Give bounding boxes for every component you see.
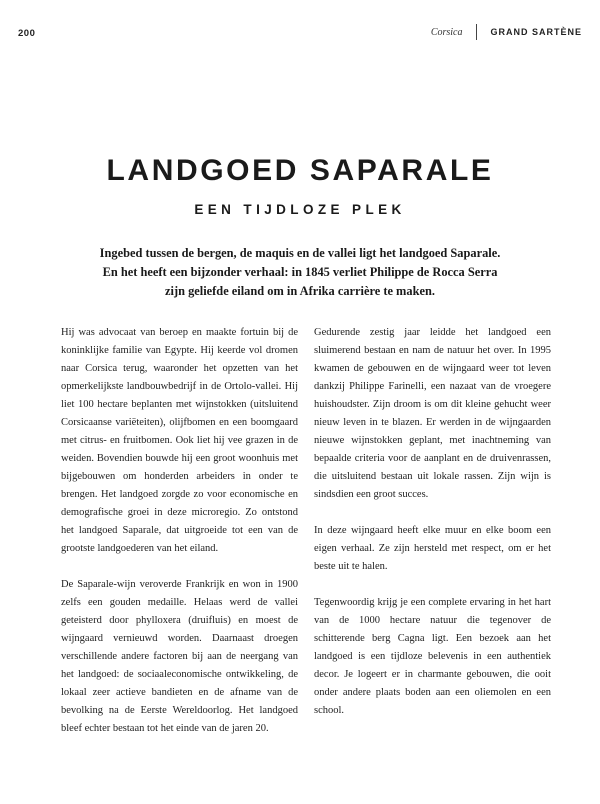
- section-title: GRAND SARTÈNE: [490, 27, 582, 37]
- column-left: [61, 324, 298, 756]
- body-paragraph: Gedurende zestig jaar leidde het landgoed een sluimerend bestaan en nam de natuur het over. In 1995 kwamen de gebouwen en de wijngaard weer tot leven dankzij Philippe Farinelli, een nazaat van de vroegere huishoudster. Zijn droom is om dit kleine gehucht weer nieuw leven in te blazen. Er werden in de wijngaarden nieuwe wijnstokken geplant, met inachtneming van bepaalde criteria voor de aanplant en de druivenrassen, die uitsluitend bestaan uit lokale rassen. Zijn wijn is sindsdien een groot succes.: [314, 327, 551, 500]
- article-intro: Ingebed tussen de bergen, de maquis en de vallei ligt het landgoed Saparale. En het heeft een bijzonder verhaal: in 1845 verliet Philippe de Rocca Serra zijn geliefde eiland om in Afrika carrière te maken.: [99, 246, 501, 298]
- column-right: [314, 324, 551, 738]
- body-paragraph: De Saparale-wijn veroverde Frankrijk en won in 1900 zelfs een gouden medaille. Helaas werd de vallei geteisterd door phylloxera (druifluis) en moest de wijngaard vernieuwd worden. Daarnaast droegen verschillende andere factoren bij aan de neergang van het landgoed: de sociaaleconomische ontwikkeling, de lokaal zeer actieve bandieten en de afname van de bevolking na de Eerste Wereldoorlog. Het landgoed bleef echter bestaan tot het einde van de jaren 20.: [61, 579, 298, 734]
- body-paragraph: In deze wijngaard heeft elke muur en elke boom een eigen verhaal. Ze zijn hersteld met respect, om er het beste uit te halen.: [314, 525, 551, 572]
- running-header: [431, 24, 582, 40]
- book-title: Corsica: [430, 26, 463, 38]
- article-subtitle: EEN TIJDLOZE PLEK: [194, 202, 406, 217]
- header-divider: [476, 24, 477, 40]
- body-paragraph: Hij was advocaat van beroep en maakte fortuin bij de koninklijke familie van Egypte. Hij keerde vol dromen naar Corsica terug, waaronder het opzetten van het opmerkelijkste landbouwbedrijf in de Ortolo-vallei. Hij liet 100 hectare beplanten met wijnstokken (uitsluitend Corsicaanse variëteiten), olijfbomen en een boomgaard met citrus- en fruitbomen. Ook liet hij vee grazen in de weiden. Bovendien bouwde hij een groot woonhuis met bijgebouwen om honderden arbeiders in onder te brengen. Het landgoed zorgde zo voor economische en demografische groei in deze microregio. Zo ontstond het landgoed Saparale, dat uitgroeide tot een van de grootste landgoederen van het eiland.: [61, 327, 298, 554]
- body-paragraph: Tegenwoordig krijg je een complete ervaring in het hart van de 1000 hectare natuur die tegenover de schitterende berg Cagna ligt. Een bezoek aan het landgoed is een tijdloze belevenis in een authentiek decor. Je logeert er in charmante gebouwen, die ooit onder andere plaats boden aan een oliemolen en een school.: [314, 597, 551, 716]
- page-number: 200: [18, 28, 36, 39]
- article-title: LANDGOED SAPARALE: [106, 154, 494, 187]
